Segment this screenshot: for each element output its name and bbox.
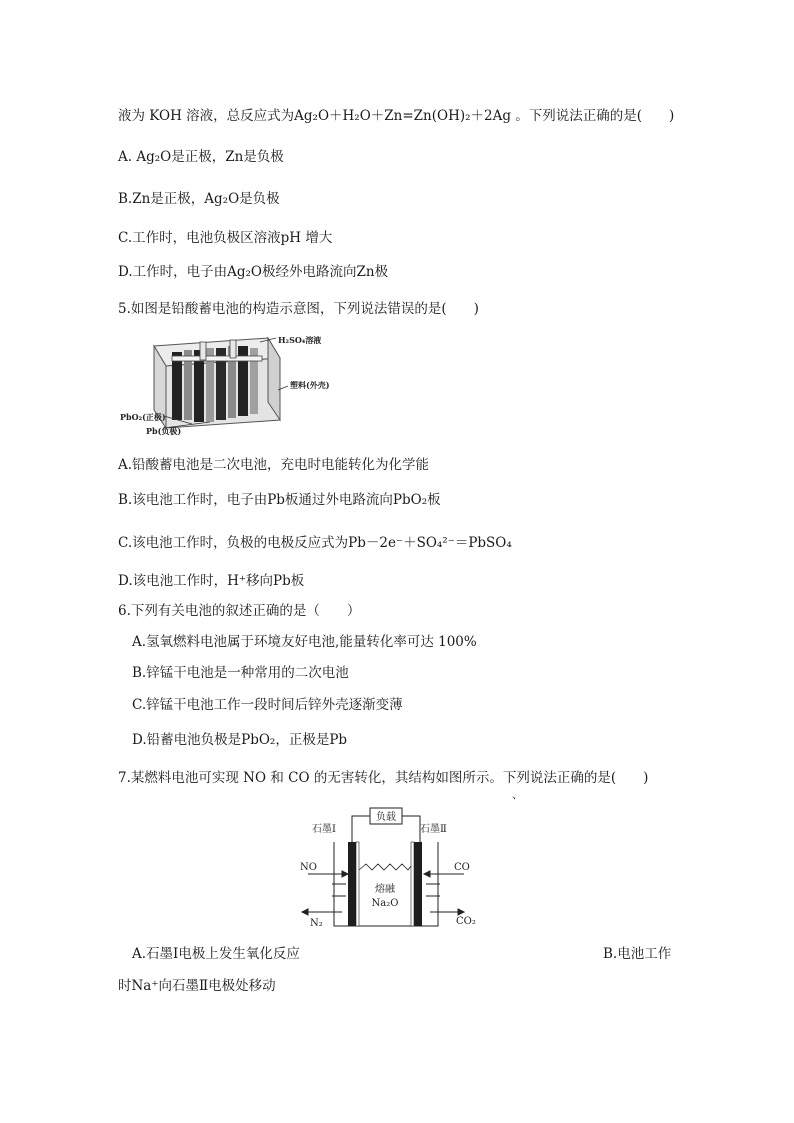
electrode-left [348,842,356,926]
q4-option-c: C.工作时，电池负极区溶液pH 增大 [118,230,333,246]
q7-option-a: A.石墨Ⅰ电极上发生氧化反应 [132,946,300,962]
q5-option-a: A.铅酸蓄电池是二次电池，充电时电能转化为化学能 [118,457,430,473]
fuel-cell-figure [294,804,484,932]
electrode-left-label: 石墨Ⅰ [312,824,336,835]
label-no-in: NO [300,862,317,873]
label-co2-out: CO₂ [456,916,476,927]
q7-option-b-part2: 时Na⁺向石墨Ⅱ电极处移动 [118,978,276,994]
q4-option-d: D.工作时，电子由Ag₂O极经外电路流向Zn极 [118,264,389,280]
q6-option-c: C.锌锰干电池工作一段时间后锌外壳逐渐变薄 [132,697,403,713]
label-pbo2-positive: PbO₂(正极) [120,412,166,422]
q6-option-d: D.铅蓄电池负极是PbO₂，正极是Pb [132,732,348,748]
q6-option-a: A.氢氧燃料电池属于环境友好电池,能量转化率可达 100% [132,634,477,650]
electrolyte-label-2: Na₂O [371,898,399,909]
load-label: 负载 [376,812,396,823]
label-co-in: CO [454,862,470,873]
stray-mark: 、 [512,788,523,801]
q7-option-b-part1: B.电池工作 [603,946,672,962]
q4-stem: 液为 KOH 溶液，总反应式为Ag₂O＋H₂O＋Zn=Zn(OH)₂＋2Ag 。下列说法正确的是( ) [118,108,675,124]
q6-option-b: B.锌锰干电池是一种常用的二次电池 [132,665,349,681]
lead-acid-battery-figure [120,328,360,444]
label-plastic-shell: 塑料(外壳) [290,380,330,390]
q7-stem: 7.某燃料电池可实现 NO 和 CO 的无害转化，其结构如图所示。下列说法正确的是( ) [118,770,649,786]
label-n2-out: N₂ [310,918,323,929]
q4-option-a: A. Ag₂O是正极，Zn是负极 [118,149,284,165]
q5-stem: 5.如图是铅酸蓄电池的构造示意图，下列说法错误的是( ) [118,301,479,317]
label-h2so4-solution: H₂SO₄溶液 [278,335,322,345]
q5-option-c: C.该电池工作时，负极的电极反应式为Pb－2e⁻＋SO₄²⁻＝PbSO₄ [118,535,512,551]
electrode-right [414,842,422,926]
label-pb-negative: Pb(负极) [146,426,182,436]
electrode-right-label: 石墨Ⅱ [420,824,447,835]
q6-stem: 6.下列有关电池的叙述正确的是（ ） [118,603,361,619]
q4-option-b: B.Zn是正极，Ag₂O是负极 [118,191,280,207]
q5-option-b: B.该电池工作时，电子由Pb板通过外电路流向PbO₂板 [118,492,441,508]
electrolyte-label-1: 熔融 [375,884,395,895]
q5-option-d: D.该电池工作时，H⁺移向Pb板 [118,573,305,589]
